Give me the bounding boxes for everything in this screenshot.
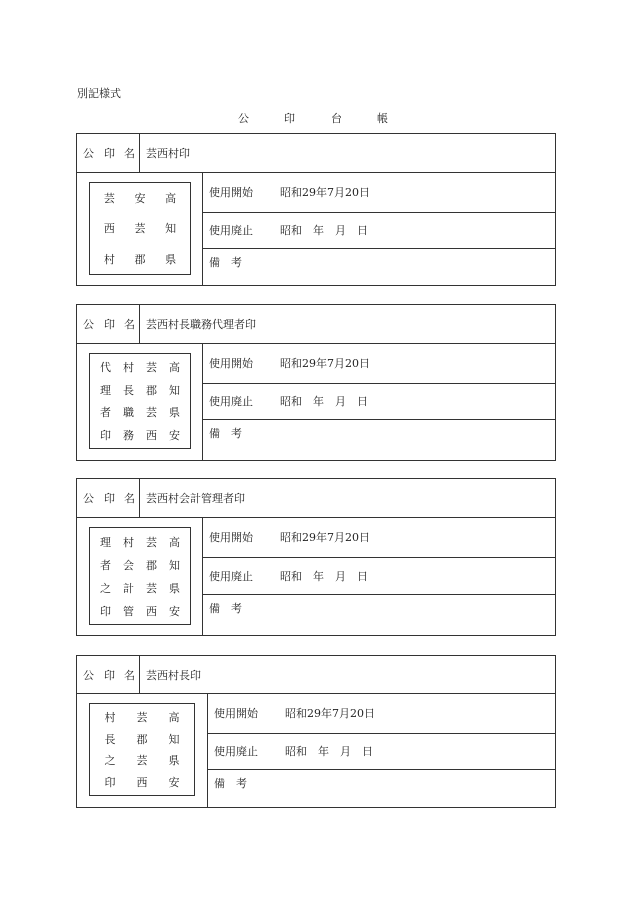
usage-start-date: 昭和29年7月20日 bbox=[280, 531, 370, 544]
remarks-label: 備 考 bbox=[209, 427, 242, 440]
usage-end-date: 昭和 年 月 日 bbox=[280, 569, 368, 583]
seal-char: 高 bbox=[165, 192, 177, 206]
seal-name-value: 芸西村長印 bbox=[146, 668, 201, 682]
usage-start-date: 昭和29年7月20日 bbox=[280, 186, 370, 199]
seal-name-row bbox=[77, 656, 555, 694]
seal-card bbox=[76, 133, 556, 286]
seal-name-label: 公 印 名 bbox=[77, 134, 140, 172]
usage-end-label: 使用廃止 bbox=[214, 745, 258, 758]
seal-char: 之 bbox=[100, 581, 111, 595]
seal-name-label: 公 印 名 bbox=[77, 479, 140, 517]
header-label: 別記様式 bbox=[77, 87, 121, 100]
seal-impression bbox=[89, 353, 191, 449]
usage-start-row bbox=[208, 693, 555, 734]
seal-char: 芸 bbox=[136, 710, 148, 724]
seal-char: 高 bbox=[169, 535, 180, 549]
seal-char: 芸 bbox=[146, 581, 157, 595]
seal-char: 理 bbox=[100, 383, 111, 397]
seal-char: 芸 bbox=[134, 222, 146, 236]
seal-char: 村 bbox=[123, 535, 134, 549]
seal-char: 長 bbox=[123, 383, 134, 397]
seal-char: 会 bbox=[123, 558, 134, 572]
remarks-row bbox=[208, 769, 555, 807]
usage-end-date: 昭和 年 月 日 bbox=[280, 224, 368, 237]
usage-end-row bbox=[203, 212, 555, 249]
usage-end-label: 使用廃止 bbox=[209, 569, 253, 583]
seal-char: 県 bbox=[165, 252, 177, 266]
seal-char: 管 bbox=[123, 604, 134, 618]
seal-char: 郡 bbox=[136, 732, 148, 746]
remarks-row bbox=[203, 419, 555, 460]
seal-name-row bbox=[77, 305, 555, 344]
seal-char: 代 bbox=[100, 361, 111, 375]
usage-start-date: 昭和29年7月20日 bbox=[280, 357, 370, 370]
seal-char: 之 bbox=[104, 754, 116, 768]
seal-impression-cell bbox=[77, 343, 203, 460]
seal-name-value: 芸西村会計管理者印 bbox=[146, 492, 245, 505]
seal-char: 安 bbox=[134, 192, 146, 206]
usage-start-row bbox=[203, 517, 555, 558]
remarks-label: 備 考 bbox=[209, 602, 242, 615]
seal-name-label: 公 印 名 bbox=[77, 656, 140, 693]
seal-name-value: 芸西村印 bbox=[146, 147, 190, 160]
seal-card bbox=[76, 655, 556, 808]
remarks-label: 備 考 bbox=[214, 777, 247, 790]
seal-char: 高 bbox=[169, 361, 180, 375]
remarks-label: 備 考 bbox=[209, 256, 242, 269]
seal-char: 村 bbox=[123, 361, 134, 375]
seal-char: 西 bbox=[146, 428, 157, 442]
seal-impression bbox=[89, 527, 191, 625]
seal-char: 県 bbox=[169, 581, 180, 595]
usage-end-date: 昭和 年 月 日 bbox=[280, 395, 368, 408]
usage-start-date: 昭和29年7月20日 bbox=[285, 707, 375, 720]
document-title bbox=[238, 110, 398, 126]
title-char: 台 bbox=[331, 112, 342, 125]
seal-char: 村 bbox=[103, 252, 115, 266]
seal-char: 西 bbox=[103, 222, 115, 236]
seal-impression-cell bbox=[77, 693, 208, 807]
seal-name-value: 芸西村長職務代理者印 bbox=[146, 318, 256, 331]
title-char: 公 bbox=[238, 112, 249, 125]
seal-char: 西 bbox=[146, 604, 157, 618]
usage-start-row bbox=[203, 343, 555, 384]
seal-char: 知 bbox=[165, 222, 177, 236]
seal-char: 郡 bbox=[146, 558, 157, 572]
seal-char: 県 bbox=[169, 406, 180, 420]
remarks-row bbox=[203, 594, 555, 635]
usage-end-row bbox=[203, 557, 555, 595]
usage-start-row bbox=[203, 172, 555, 213]
usage-info bbox=[208, 693, 555, 807]
seal-impression bbox=[89, 703, 195, 796]
seal-card bbox=[76, 478, 556, 636]
usage-start-label: 使用開始 bbox=[209, 357, 253, 370]
seal-char: 印 bbox=[100, 604, 111, 618]
title-char: 印 bbox=[284, 112, 295, 125]
usage-info bbox=[203, 172, 555, 285]
seal-char: 者 bbox=[100, 558, 111, 572]
usage-end-label: 使用廃止 bbox=[209, 395, 253, 408]
usage-start-label: 使用開始 bbox=[214, 707, 258, 720]
seal-char: 理 bbox=[100, 535, 111, 549]
title-char: 帳 bbox=[377, 112, 388, 125]
seal-impression-cell bbox=[77, 172, 203, 285]
seal-char: 安 bbox=[169, 604, 180, 618]
seal-char: 芸 bbox=[146, 406, 157, 420]
seal-char: 者 bbox=[100, 406, 111, 420]
usage-end-row bbox=[208, 733, 555, 770]
seal-char: 務 bbox=[123, 428, 134, 442]
seal-char: 芸 bbox=[146, 535, 157, 549]
remarks-row bbox=[203, 248, 555, 285]
seal-char: 印 bbox=[104, 776, 116, 790]
seal-char: 印 bbox=[100, 428, 111, 442]
usage-info bbox=[203, 343, 555, 460]
usage-start-label: 使用開始 bbox=[209, 531, 253, 544]
usage-end-label: 使用廃止 bbox=[209, 224, 253, 237]
seal-char: 郡 bbox=[146, 383, 157, 397]
seal-char: 芸 bbox=[146, 361, 157, 375]
seal-char: 職 bbox=[123, 406, 134, 420]
seal-impression bbox=[89, 182, 191, 275]
seal-impression-cell bbox=[77, 517, 203, 635]
seal-char: 安 bbox=[168, 776, 180, 790]
seal-name-label: 公 印 名 bbox=[77, 305, 140, 343]
seal-name-row bbox=[77, 479, 555, 518]
usage-start-label: 使用開始 bbox=[209, 186, 253, 199]
seal-char: 郡 bbox=[134, 252, 146, 266]
seal-card bbox=[76, 304, 556, 461]
seal-char: 知 bbox=[169, 383, 180, 397]
seal-char: 知 bbox=[168, 732, 180, 746]
seal-char: 県 bbox=[168, 754, 180, 768]
usage-end-date: 昭和 年 月 日 bbox=[285, 745, 373, 758]
usage-info bbox=[203, 517, 555, 635]
seal-name-row bbox=[77, 134, 555, 173]
seal-char: 西 bbox=[136, 776, 148, 790]
seal-char: 芸 bbox=[136, 754, 148, 768]
seal-char: 安 bbox=[169, 428, 180, 442]
seal-char: 計 bbox=[123, 581, 134, 595]
seal-char: 村 bbox=[104, 710, 116, 724]
seal-char: 高 bbox=[168, 710, 180, 724]
seal-char: 芸 bbox=[103, 192, 115, 206]
usage-end-row bbox=[203, 383, 555, 420]
seal-char: 長 bbox=[104, 732, 116, 746]
seal-char: 知 bbox=[169, 558, 180, 572]
